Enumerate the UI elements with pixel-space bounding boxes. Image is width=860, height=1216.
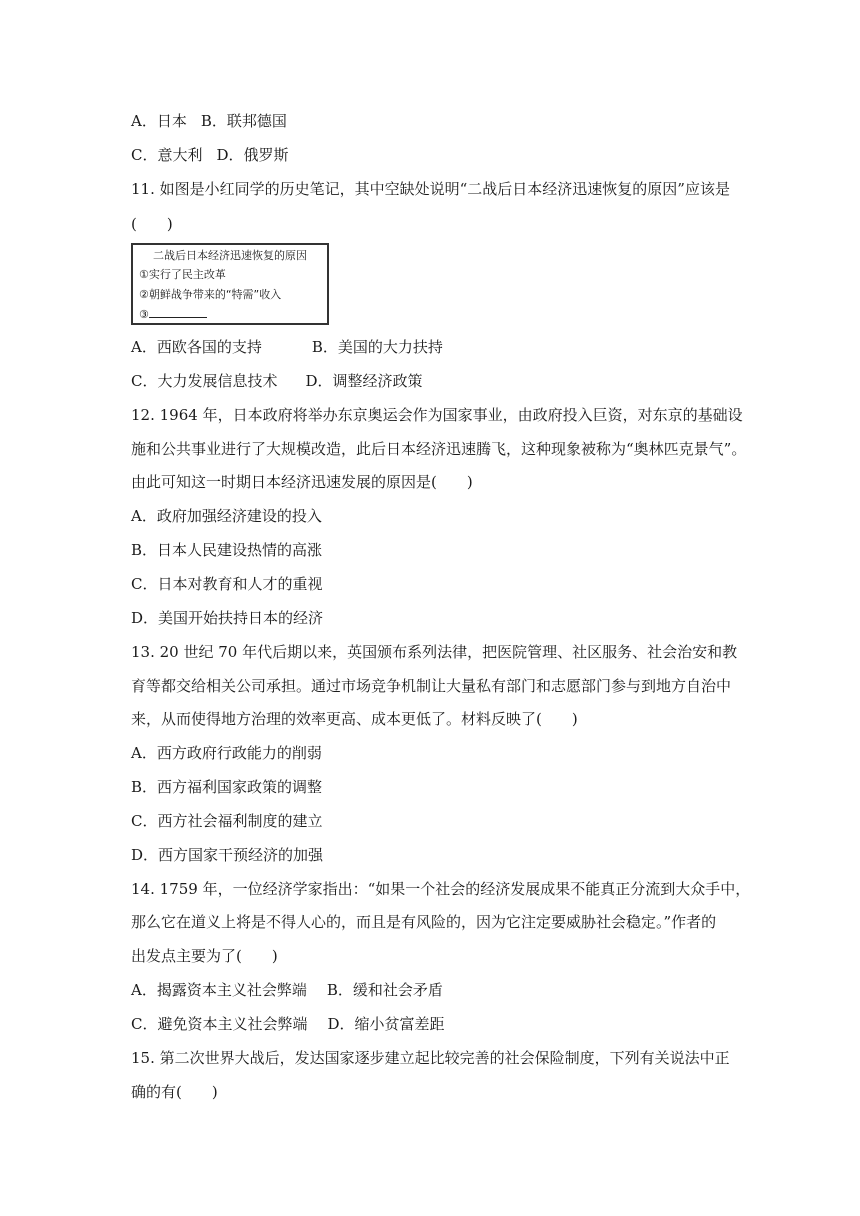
q14-stem-line-1: 14. 1759 年，一位经济学家指出：“如果一个社会的经济发展成果不能真正分流到大众手中， xyxy=(131,880,751,898)
note-title: 二战后日本经济迅速恢复的原因 xyxy=(153,249,307,262)
q10-option-c: C．意大利 xyxy=(131,146,203,164)
q12-option-c: C．日本对教育和人才的重视 xyxy=(131,575,323,593)
note-item-3: ③ xyxy=(139,305,207,324)
q14-option-a: A．揭露资本主义社会弊端 xyxy=(131,981,307,999)
q11-option-d: D．调整经济政策 xyxy=(305,372,423,390)
q11-stem-line-1: 11. 如图是小红同学的历史笔记，其中空缺处说明“二战后日本经济迅速恢复的原因”应该是 xyxy=(131,180,730,198)
q12-stem-line-1: 12. 1964 年，日本政府将举办东京奥运会作为国家事业，由政府投入巨资，对东京的基础设 xyxy=(131,406,743,424)
q10-option-b: B．联邦德国 xyxy=(200,112,287,130)
q15-stem-line-1: 15. 第二次世界大战后，发达国家逐步建立起比较完善的社会保险制度，下列有关说法中正 xyxy=(131,1049,730,1067)
q14-option-c: C．避免资本主义社会弊端 xyxy=(131,1015,308,1033)
q12-option-a: A．政府加强经济建设的投入 xyxy=(131,507,322,525)
q13-option-d: D．西方国家干预经济的加强 xyxy=(131,846,324,864)
q14-option-b: B．缓和社会矛盾 xyxy=(326,981,443,999)
q11-option-c: C．大力发展信息技术 xyxy=(131,372,278,390)
q13-option-b: B．西方福利国家政策的调整 xyxy=(131,778,323,796)
q13-stem-line-2: 育等都交给相关公司承担。通过市场竞争机制让大量私有部门和志愿部门参与到地方自治中 xyxy=(131,677,732,695)
q14-option-d: D．缩小贫富差距 xyxy=(327,1015,445,1033)
q12-option-d: D．美国开始扶持日本的经济 xyxy=(131,609,324,627)
q11-options-row-1 xyxy=(131,337,443,359)
note-item-2: ②朝鲜战争带来的“特需”收入 xyxy=(139,288,282,301)
q13-option-a: A．西方政府行政能力的削弱 xyxy=(131,744,322,762)
q11-options-row-2 xyxy=(131,371,423,393)
note-blank-line xyxy=(149,306,207,318)
note-item-1: ①实行了民主改革 xyxy=(139,268,226,281)
history-note-box xyxy=(131,243,329,325)
q11-option-a: A．西欧各国的支持 xyxy=(131,338,262,356)
q10-option-d: D．俄罗斯 xyxy=(216,146,289,164)
q14-stem-line-2: 那么它在道义上将是不得人心的，而且是有风险的，因为它注定要威胁社会稳定。”作者的 xyxy=(131,913,717,931)
q13-option-c: C．西方社会福利制度的建立 xyxy=(131,812,323,830)
q14-options-row-1 xyxy=(131,980,443,1002)
q12-stem-line-3: 由此可知这一时期日本经济迅速发展的原因是( ) xyxy=(131,473,473,491)
q11-option-b: B．美国的大力扶持 xyxy=(311,338,443,356)
q13-stem-line-3: 来，从而使得地方治理的效率更高、成本更低了。材料反映了( ) xyxy=(131,710,578,728)
q12-stem-line-2: 施和公共事业进行了大规模改造，此后日本经济迅速腾飞，这种现象被称为“奥林匹克景气”。 xyxy=(131,440,747,458)
q11-stem-line-2: ( ) xyxy=(131,215,173,233)
q15-stem-line-2: 确的有( ) xyxy=(131,1083,218,1101)
q10-options-row-1 xyxy=(131,111,287,133)
q13-stem-line-1: 13. 20 世纪 70 年代后期以来，英国颁布系列法律，把医院管理、社区服务、社会治安和教 xyxy=(131,643,738,661)
q12-option-b: B．日本人民建设热情的高涨 xyxy=(131,541,323,559)
q14-stem-line-3: 出发点主要为了( ) xyxy=(131,947,278,965)
q10-option-a: A．日本 xyxy=(131,112,187,130)
q14-options-row-2 xyxy=(131,1014,445,1036)
q10-options-row-2 xyxy=(131,145,289,167)
